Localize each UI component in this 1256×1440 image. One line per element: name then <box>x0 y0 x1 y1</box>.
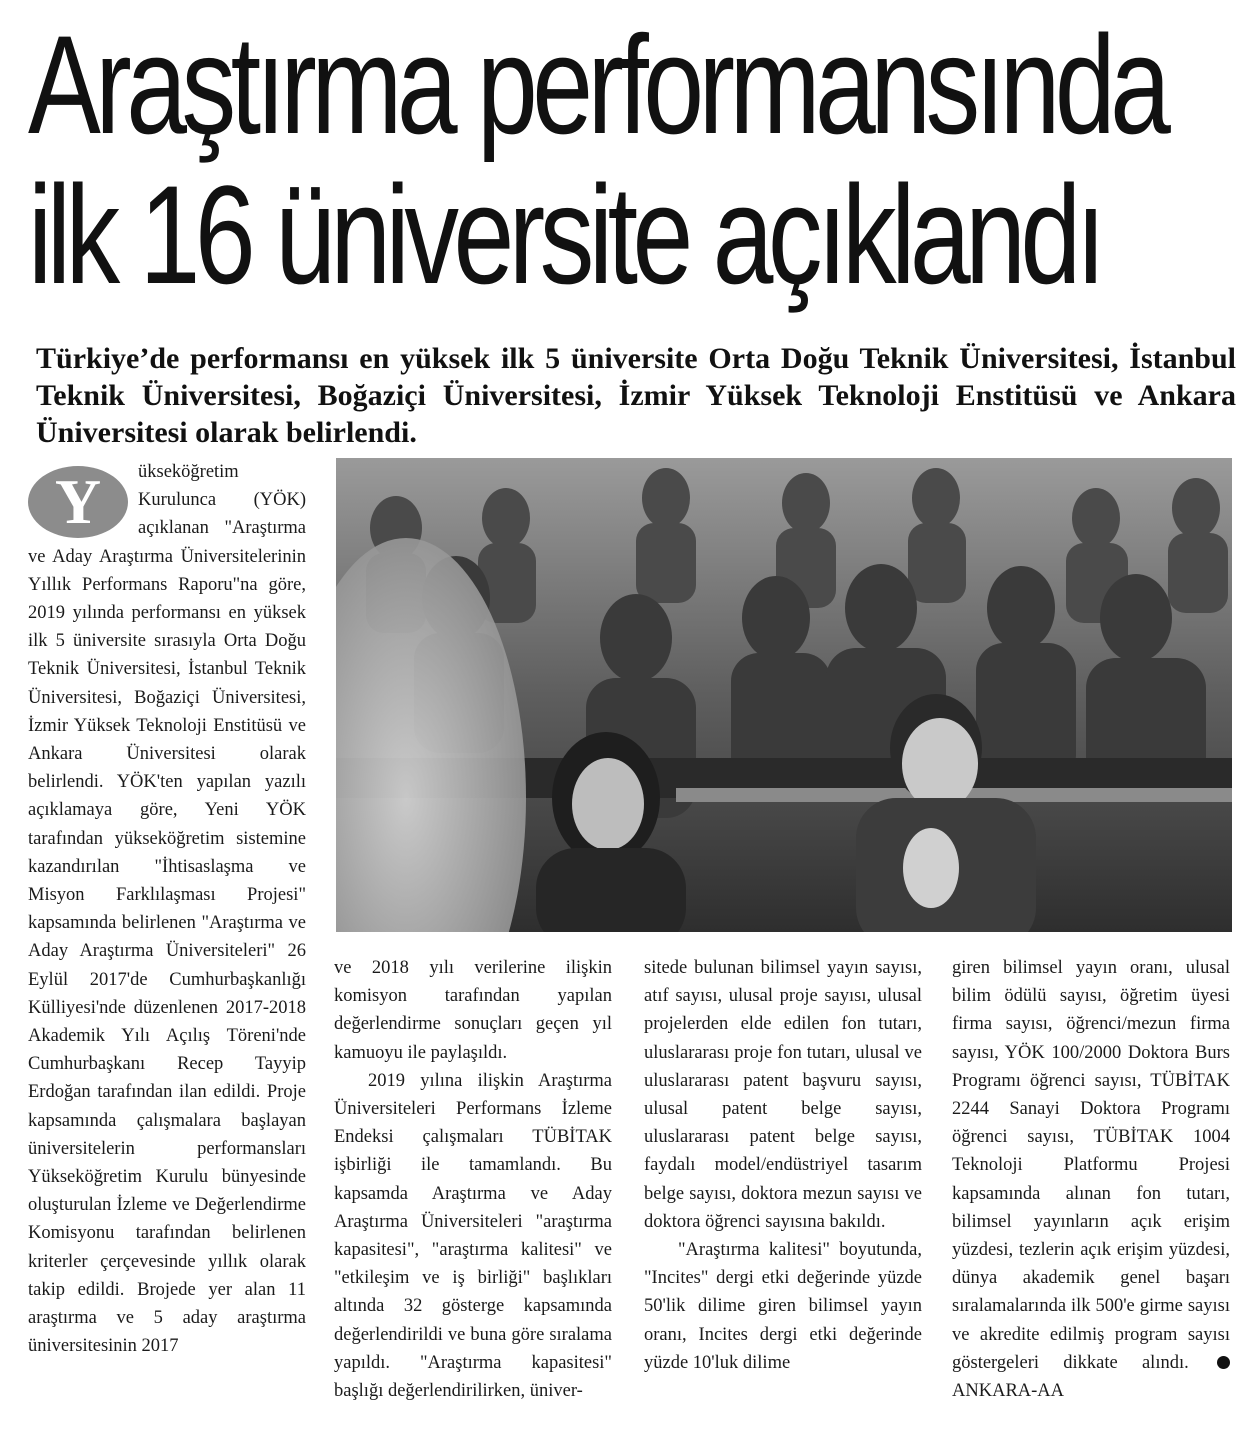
article-paragraph: 2019 yılına ilişkin Araştırma Üniversiteleri Performans İzleme Endeksi çalışmaları TÜBİTAK işbirliği ile tamamlandı. Bu kapsamda Araştırma ve Aday Araştırma Üniversiteleri "araştırma kapasitesi", "araştırma kalitesi" ve "etkileşim ve iş birliği" başlıkları altında 32 gösterge kapsamında değerlendirildi ve buna göre sıralama yapıldı. "Araştırma kapasitesi" başlığı değerlendirilirken, üniver- <box>334 1070 612 1402</box>
subheadline: Türkiye’de performansı en yüksek ilk 5 üniversite Orta Doğu Teknik Üniversitesi, İstanbul Teknik Üniversitesi, Boğaziçi Üniversitesi, İzmir Yüksek Teknoloji Enstitüsü ve Ankara Üniversitesi olarak belirlendi. <box>36 342 1236 449</box>
classroom-photo <box>336 458 1232 932</box>
article-paragraph: sitede bulunan bilimsel yayın sayısı, atıf sayısı, ulusal proje sayısı, ulusal projelerden elde edilen fon tutarı, uluslararası proje fon tutarı, ulusal ve uluslararası patent başvuru sayısı, ulusal patent belge sayısı, uluslararası patent belge sayısı, faydalı model/endüstriyel tasarım belge sayısı, doktora mezun sayısı ve doktora öğrenci sayısına bakıldı. <box>644 958 922 1232</box>
headline-line-1: Araştırma performansında <box>28 6 1166 163</box>
bullet-icon <box>1217 1356 1230 1369</box>
headline-line-2: ilk 16 üniversite açıklandı <box>28 156 1101 313</box>
article-column-3 <box>644 954 922 1377</box>
article-paragraph-text: giren bilimsel yayın oranı, ulusal bilim ödülü sayısı, öğretim üyesi firma sayısı, öğrenci/mezun firma sayısı, YÖK 100/2000 Doktora Burs Programı öğrenci sayısı, TÜBİTAK 2244 Sanayi Doktora Programı öğrenci sayısı, TÜBİTAK 1004 Teknoloji Platformu Projesi kapsamında alınan fon tutarı, bilimsel yayınların açık erişim yüzdesi, tezlerin açık erişim yüzdesi, dünya akademik genel başarı sıralamalarında ilk 500'e girme sayısı ve akredite edilmiş program sayısı göstergeleri dikkate alındı. <box>952 958 1230 1373</box>
article-column-4 <box>952 954 1230 1405</box>
article-paragraph <box>952 954 1230 1405</box>
students-in-lecture-hall-image <box>336 458 1232 932</box>
drop-cap: Y <box>28 466 128 538</box>
headline <box>28 6 1166 313</box>
article-column-2 <box>334 954 612 1405</box>
article-paragraph: ükseköğretim Kurulunca (YÖK) açıklanan "Araştırma ve Aday Araştırma Üniversitelerinin Yıllık Performans Raporu"na göre, 2019 yılında performansı en yüksek ilk 5 üniversite sırasıyla Orta Doğu Teknik Üniversitesi, İstanbul Teknik Üniversitesi, Boğaziçi Üniversitesi, İzmir Yüksek Teknoloji Enstitüsü ve Ankara Üniversitesi olarak belirlendi. YÖK'ten yapılan yazılı açıklamaya göre, Yeni YÖK tarafından yükseköğretim sistemine kazandırılan "İhtisaslaşma ve Misyon Farklılaşması Projesi" kapsamında belirlenen "Araştırma ve Aday Araştırma Üniversiteleri" 26 Eylül 2017'de Cumhurbaşkanlığı Külliyesi'nde düzenlenen 2017-2018 Akademik Yılı Açılış Töreni'nde Cumhurbaşkanı Recep Tayyip Erdoğan tarafından ilan edildi. Proje kapsamında çalışmalara başlayan üniversitelerin performansları Yükseköğretim Kurulu bünyesinde oluşturulan İzleme ve Değerlendirme Komisyonu tarafından belirlenen kriterler çerçevesinde yıllık olarak takip edildi. Brojede yer alan 11 araştırma ve 5 aday araştırma üniversitesinin 2017 <box>28 462 306 1357</box>
article-paragraph: ve 2018 yılı verilerine ilişkin komisyon tarafından yapılan değerlendirme sonuçları geçen yıl kamuoyu ile paylaşıldı. <box>334 958 612 1063</box>
article-column-1 <box>28 458 306 1361</box>
article-paragraph: "Araştırma kalitesi" boyutunda, "Incites" dergi etki değerinde yüzde 50'lik dilime giren bilimsel yayın oranı, Incites dergi etki değerinde yüzde 10'luk dilime <box>644 1240 922 1373</box>
byline: ANKARA-AA <box>952 1381 1065 1402</box>
